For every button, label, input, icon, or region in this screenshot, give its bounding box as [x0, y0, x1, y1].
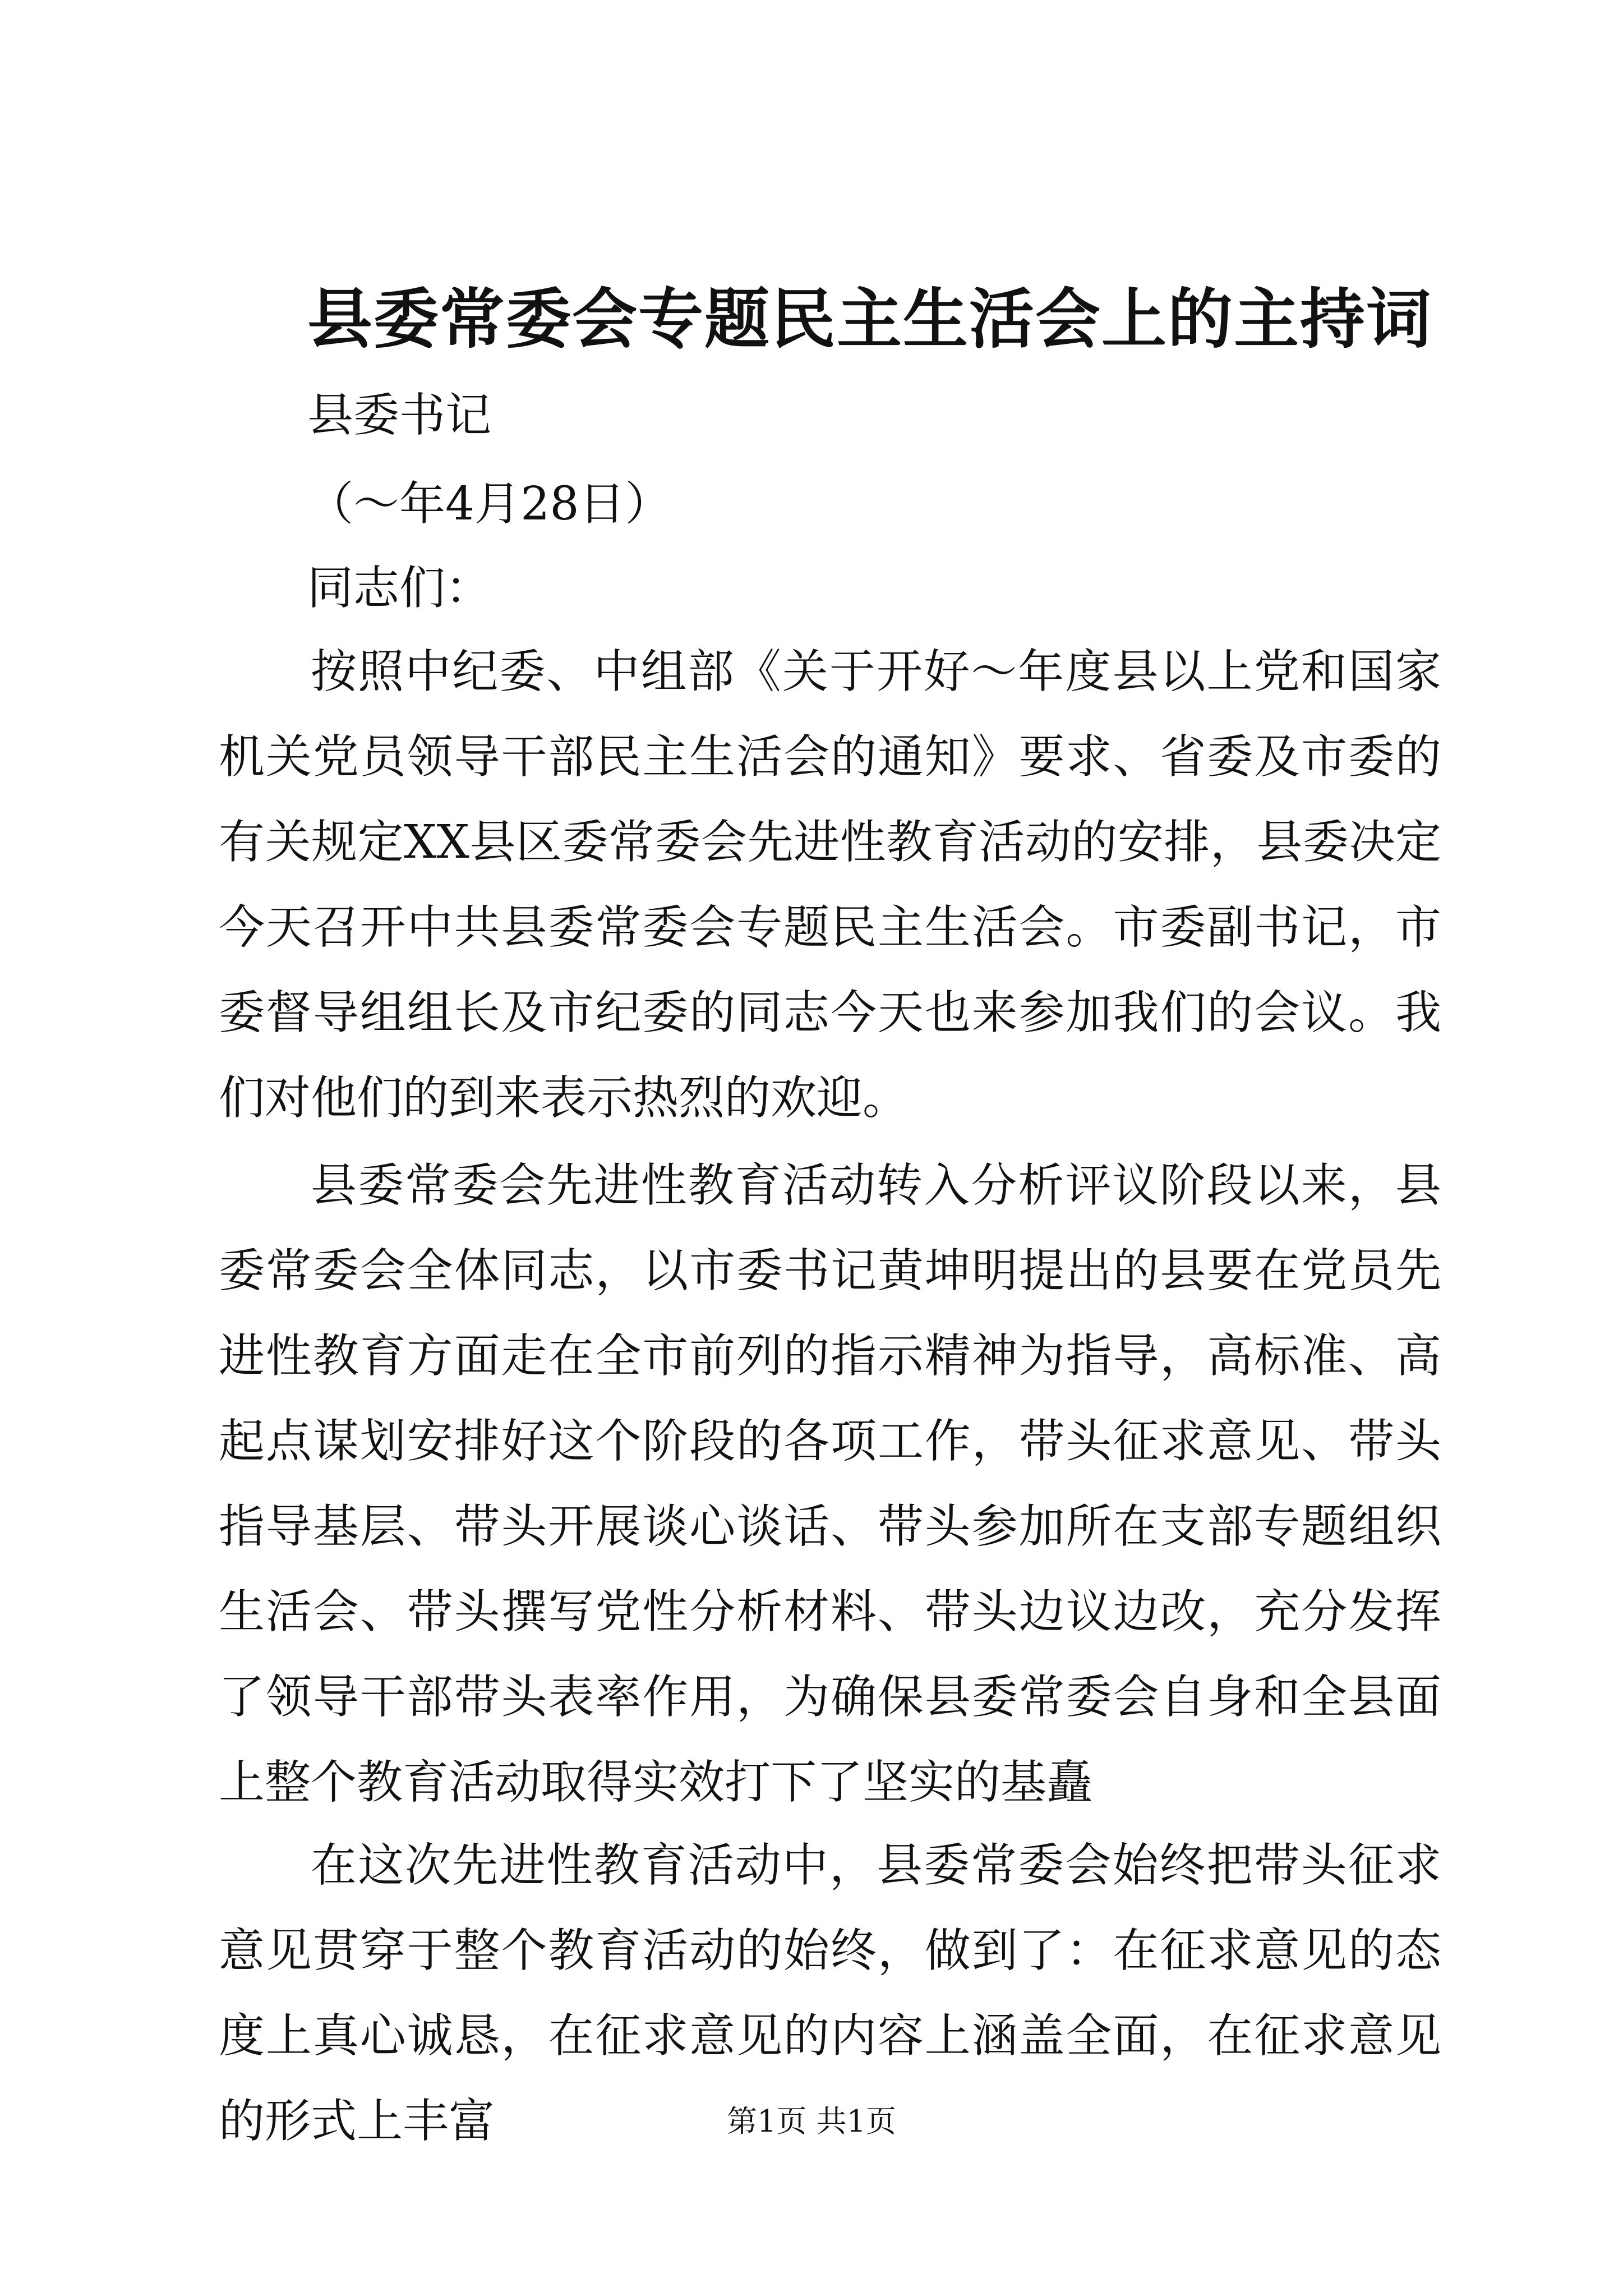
author-line: 县委书记: [307, 389, 492, 442]
document-title: 县委常委会专题民主生活会上的主持词: [307, 281, 1432, 357]
page-footer: 第1页 共1页: [727, 2104, 896, 2139]
greeting: 同志们：: [307, 562, 492, 615]
paragraph-3: 在这次先进性教育活动中，县委常委会始终把带头征求意见贯穿于整个教育活动的始终，做到了：在征求意见的态度上真心诚恳，在征求意见的内容上涵盖全面，在征求意见的形式上丰富: [219, 1839, 1441, 2148]
date-line: （～年4月28日）: [307, 477, 671, 531]
paragraph-1: 按照中纪委、中组部《关于开好～年度县以上党和国家机关党员领导干部民主生活会的通知》要求、省委及市委的有关规定XX县区委常委会先进性教育活动的安排，县委决定今天召开中共县委常委会专题民主生活会。市委副书记，市委督导组组长及市纪委的同志今天也来参加我们的会议。我们对他们的到来表示热烈的欢迎。: [219, 645, 1441, 1125]
paragraph-2: 县委常委会先进性教育活动转入分析评议阶段以来，县委常委会全体同志，以市委书记黄坤明提出的县要在党员先进性教育方面走在全市前列的指示精神为指导，高标准、高起点谋划安排好这个阶段的各项工作，带头征求意见、带头指导基层、带头开展谈心谈话、带头参加所在支部专题组织生活会、带头撰写党性分析材料、带头边议边改，充分发挥了领导干部带头表率作用，为确保县委常委会自身和全县面上整个教育活动取得实效打下了坚实的基矗: [219, 1159, 1441, 1809]
